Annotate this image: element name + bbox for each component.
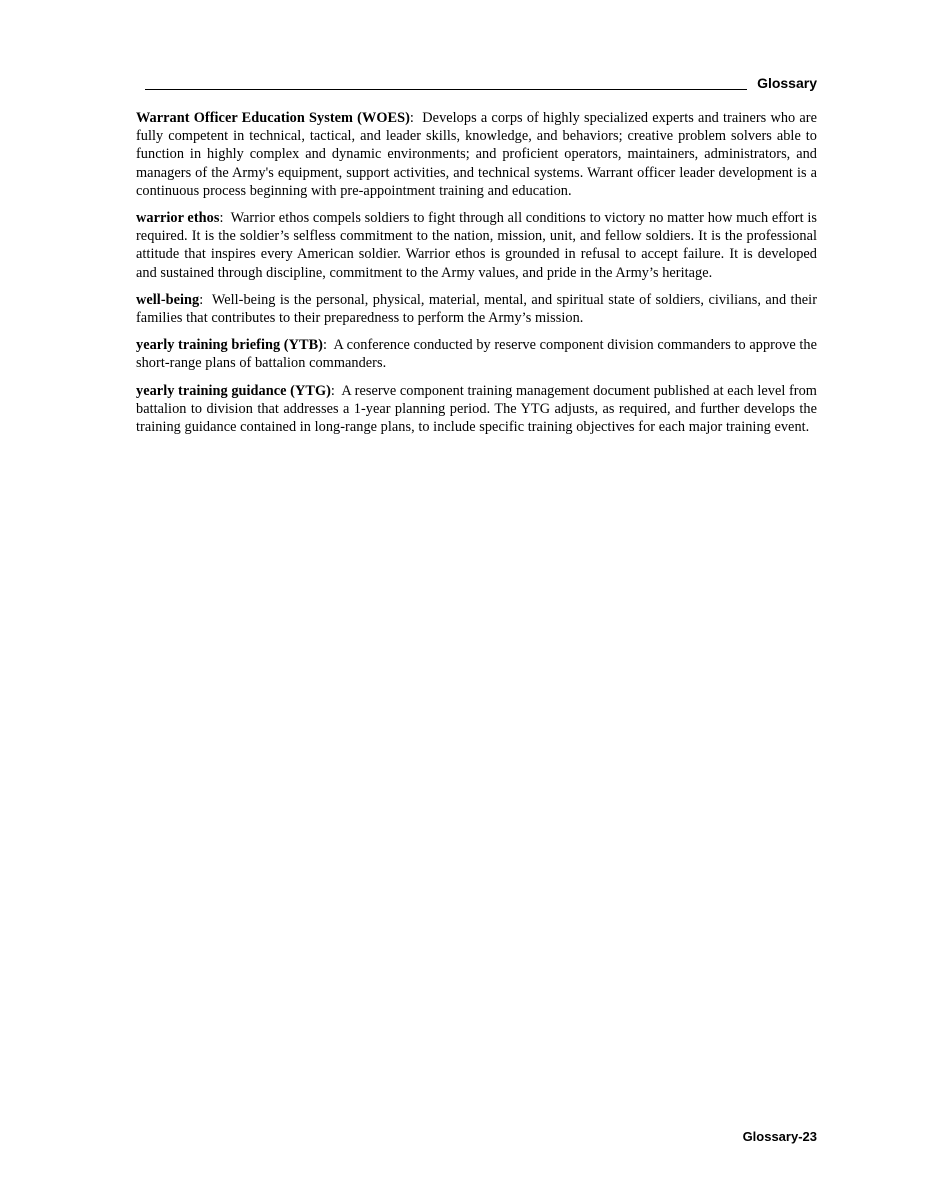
glossary-term: yearly training briefing (YTB): [136, 337, 323, 354]
page-header: [145, 72, 817, 92]
header-title: Glossary: [757, 75, 817, 91]
glossary-definition: A reserve component training management document published at each level from battalion to division that addresses a 1-year planning period. The YTG adjusts, as required, and further develops the training guidance contained in long-range plans, to include specific training objectives for each major training event.: [136, 382, 817, 436]
page-number: Glossary-23: [742, 1129, 817, 1144]
glossary-content: [136, 109, 817, 445]
glossary-definition: Develops a corps of highly specialized experts and trainers who are fully competent in technical, tactical, and leader skills, knowledge, and behaviors; creative problem solvers able to function in highly complex and dynamic environments; and proficient operators, maintainers, administrators, and managers of the Army's equipment, support activities, and technical systems. Warrant officer leader development is a continuous process beginning with pre-appointment training and education.: [136, 110, 817, 199]
glossary-definition: A conference conducted by reserve component division commanders to approve the short-range plans of battalion commanders.: [136, 337, 817, 372]
glossary-term: yearly training guidance (YTG): [136, 382, 331, 399]
glossary-term: well-being: [136, 291, 200, 308]
header-rule: [145, 89, 747, 90]
glossary-term: warrior ethos: [136, 210, 220, 227]
glossary-entry-warrior-ethos: warrior ethos: Warrior ethos compels soldiers to fight through all conditions to victory no matter how much effort is required. It is the soldier’s selfless commitment to the nation, mission, unit, and fellow soldiers. It is the professional attitude that inspires every American soldier. Warrior ethos is grounded in refusal to accept failure. It is developed and sustained through discipline, commitment to the Army values, and pride in the Army’s heritage.: [136, 210, 817, 281]
glossary-entry-ytb: yearly training briefing (YTB): A conference conducted by reserve component division commanders to approve the short-range plans of battalion commanders.: [136, 337, 817, 372]
glossary-term: Warrant Officer Education System (WOES): [136, 110, 410, 126]
glossary-entry-ytg: yearly training guidance (YTG): A reserve component training management document published at each level from battalion to division that addresses a 1-year planning period. The YTG adjusts, as required, and further develops the training guidance contained in long-range plans, to include specific training objectives for each major training event.: [136, 382, 817, 436]
glossary-definition: Warrior ethos compels soldiers to fight through all conditions to victory no matter how much effort is required. It is the soldier’s selfless commitment to the nation, mission, unit, and fellow soldiers. It is the professional attitude that inspires every American soldier. Warrior ethos is grounded in refusal to accept failure. It is developed and sustained through discipline, commitment to the Army values, and pride in the Army’s heritage.: [136, 210, 817, 281]
glossary-entry-woes: Warrant Officer Education System (WOES): Develops a corps of highly specialized experts and trainers who are fully competent in technical, tactical, and leader skills, knowledge, and behaviors; creative problem solvers able to function in highly complex and dynamic environments; and proficient operators, maintainers, administrators, and managers of the Army's equipment, support activities, and technical systems. Warrant officer leader development is a continuous process beginning with pre-appointment training and education.: [136, 110, 817, 199]
glossary-definition: Well-being is the personal, physical, material, mental, and spiritual state of soldiers, civilians, and their families that contributes to their preparedness to perform the Army’s mission.: [136, 291, 818, 327]
glossary-entry-well-being: well-being: Well-being is the personal, physical, material, mental, and spiritual state of soldiers, civilians, and their families that contributes to their preparedness to perform the Army’s mission.: [136, 291, 818, 327]
